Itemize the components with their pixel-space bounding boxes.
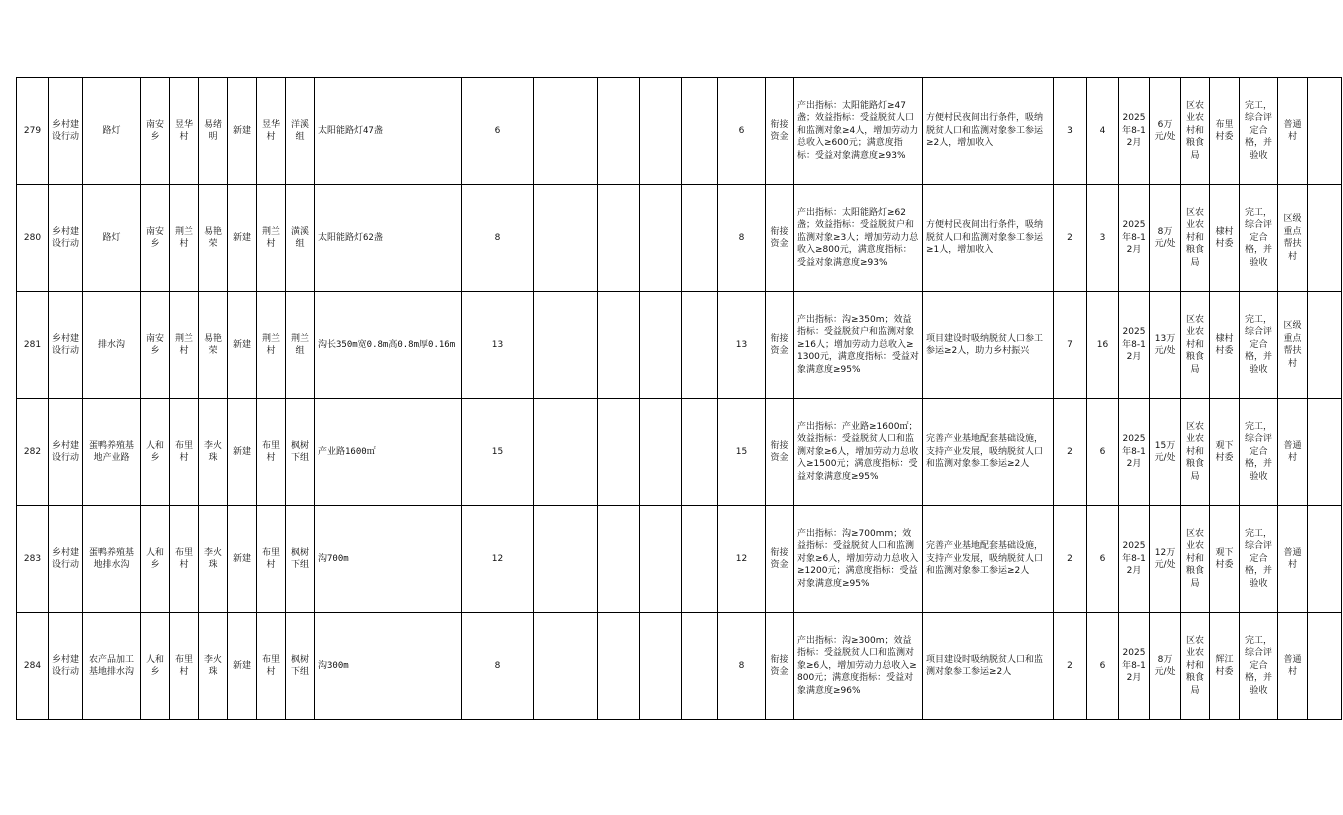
project-name: 排水沟 [83,292,141,399]
fund-type: 衔接资金 [766,78,794,185]
construction-type: 新建 [228,292,257,399]
site-village: 荆兰村 [257,292,286,399]
empty-cell [682,399,718,506]
site-village: 布里村 [257,399,286,506]
implementing-unit: 辉江村委 [1210,613,1240,720]
empty-cell [534,185,598,292]
project-table [16,77,1342,720]
row-number: 281 [17,292,49,399]
fund-amount: 8 [718,185,766,292]
performance-indicators: 产出指标：沟≥350m；效益指标：受益脱贫户和监测对象≥16人；增加劳动力总收入≥1300元，满意度指标：受益对象满意度≥95% [794,292,923,399]
village-cell: 荆兰村 [170,185,199,292]
empty-cell [598,292,640,399]
benefit-mechanism: 方便村民夜间出行条件，吸纳脱贫人口和监测对象参工参运≥1人，增加收入 [923,185,1054,292]
supervising-department: 区农业农村和粮食局 [1181,292,1210,399]
empty-cell [682,78,718,185]
fund-amount: 15 [718,399,766,506]
empty-cell [598,185,640,292]
empty-cell [598,506,640,613]
village-cell: 昱华村 [170,78,199,185]
row-number: 284 [17,613,49,720]
performance-indicators: 产出指标：产业路≥1600㎡；效益指标：受益脱贫人口和监测对象≥6人，增加劳动力总收入≥1500元；满意度指标：受益对象满意度≥95% [794,399,923,506]
performance-indicators: 产出指标：太阳能路灯≥62盏；效益指标：受益脱贫户和监测对象≥3人；增加劳动力总收入≥800元，满意度指标：受益对象满意度≥93% [794,185,923,292]
empty-cell [682,613,718,720]
fund-amount: 12 [718,506,766,613]
benefit-mechanism: 完善产业基地配套基础设施，支持产业发展，吸纳脱贫人口和监测对象参工参运≥2人 [923,399,1054,506]
beneficiary-people: 6 [1087,399,1119,506]
construction-type: 新建 [228,613,257,720]
implementing-unit: 棣村村委 [1210,292,1240,399]
empty-cell [1308,613,1342,720]
construction-content: 沟300m [315,613,462,720]
fund-type: 衔接资金 [766,613,794,720]
project-name: 路灯 [83,185,141,292]
supervising-department: 区农业农村和粮食局 [1181,78,1210,185]
beneficiary-households: 7 [1054,292,1087,399]
construction-period: 2025年8-12月 [1119,613,1150,720]
beneficiary-households: 2 [1054,399,1087,506]
total-investment: 8 [462,613,534,720]
construction-type: 新建 [228,78,257,185]
beneficiary-households: 2 [1054,185,1087,292]
construction-content: 产业路1600㎡ [315,399,462,506]
village-cell: 布里村 [170,613,199,720]
township-cell: 人和乡 [141,613,170,720]
empty-cell [534,78,598,185]
responsible-person: 李火珠 [199,613,228,720]
empty-cell [640,292,682,399]
supervising-department: 区农业农村和粮食局 [1181,185,1210,292]
project-name: 蛋鸭养殖基地产业路 [83,399,141,506]
row-number: 283 [17,506,49,613]
empty-cell [682,292,718,399]
benefit-mechanism: 方便村民夜间出行条件，吸纳脱贫人口和监测对象参工参运≥2人，增加收入 [923,78,1054,185]
subsidy-standard: 8万元/处 [1150,613,1181,720]
empty-cell [640,613,682,720]
construction-content: 沟700m [315,506,462,613]
construction-content: 沟长350m宽0.8m高0.8m厚0.16m [315,292,462,399]
row-number: 280 [17,185,49,292]
benefit-mechanism: 项目建设时吸纳脱贫人口参工参运≥2人，助力乡村振兴 [923,292,1054,399]
site-group: 荆兰组 [286,292,315,399]
supervising-department: 区农业农村和粮食局 [1181,399,1210,506]
project-name: 农产品加工基地排水沟 [83,613,141,720]
acceptance-status: 完工，综合评定合格，并验收 [1240,613,1278,720]
implementing-unit: 布里村委 [1210,78,1240,185]
empty-cell [1308,78,1342,185]
site-village: 布里村 [257,613,286,720]
fund-amount: 6 [718,78,766,185]
fund-type: 衔接资金 [766,292,794,399]
construction-type: 新建 [228,185,257,292]
subsidy-standard: 13万元/处 [1150,292,1181,399]
implementing-unit: 观下村委 [1210,506,1240,613]
beneficiary-people: 6 [1087,613,1119,720]
village-type: 普通村 [1278,506,1308,613]
beneficiary-households: 3 [1054,78,1087,185]
table-row [17,292,1342,399]
empty-cell [640,185,682,292]
construction-period: 2025年8-12月 [1119,292,1150,399]
site-village: 昱华村 [257,78,286,185]
responsible-person: 易艳荣 [199,185,228,292]
site-group: 洋溪组 [286,78,315,185]
empty-cell [640,506,682,613]
site-village: 布里村 [257,506,286,613]
row-number: 282 [17,399,49,506]
village-type: 普通村 [1278,613,1308,720]
empty-cell [1308,399,1342,506]
table-row [17,399,1342,506]
acceptance-status: 完工，综合评定合格，并验收 [1240,185,1278,292]
table-row [17,613,1342,720]
total-investment: 15 [462,399,534,506]
township-cell: 南安乡 [141,292,170,399]
empty-cell [534,613,598,720]
category-cell: 乡村建设行动 [49,292,83,399]
township-cell: 人和乡 [141,399,170,506]
acceptance-status: 完工，综合评定合格，并验收 [1240,399,1278,506]
village-cell: 布里村 [170,399,199,506]
supervising-department: 区农业农村和粮食局 [1181,506,1210,613]
table-row [17,78,1342,185]
township-cell: 南安乡 [141,78,170,185]
acceptance-status: 完工，综合评定合格，并验收 [1240,78,1278,185]
construction-type: 新建 [228,399,257,506]
construction-period: 2025年8-12月 [1119,506,1150,613]
implementing-unit: 棣村村委 [1210,185,1240,292]
category-cell: 乡村建设行动 [49,399,83,506]
beneficiary-households: 2 [1054,613,1087,720]
category-cell: 乡村建设行动 [49,78,83,185]
village-type: 普通村 [1278,78,1308,185]
empty-cell [534,506,598,613]
table-body [17,78,1342,720]
empty-cell [682,506,718,613]
project-name: 蛋鸭养殖基地排水沟 [83,506,141,613]
implementing-unit: 观下村委 [1210,399,1240,506]
responsible-person: 易艳荣 [199,292,228,399]
category-cell: 乡村建设行动 [49,185,83,292]
acceptance-status: 完工，综合评定合格，并验收 [1240,506,1278,613]
construction-content: 太阳能路灯47盏 [315,78,462,185]
performance-indicators: 产出指标：太阳能路灯≥47盏；效益指标：受益脱贫人口和监测对象≥4人，增加劳动力总收入≥600元；满意度指标：受益对象满意度≥93% [794,78,923,185]
construction-type: 新建 [228,506,257,613]
village-type: 普通村 [1278,399,1308,506]
acceptance-status: 完工，综合评定合格，并验收 [1240,292,1278,399]
fund-amount: 13 [718,292,766,399]
construction-period: 2025年8-12月 [1119,399,1150,506]
total-investment: 8 [462,185,534,292]
construction-period: 2025年8-12月 [1119,78,1150,185]
empty-cell [1308,185,1342,292]
fund-amount: 8 [718,613,766,720]
responsible-person: 易绪明 [199,78,228,185]
subsidy-standard: 6万元/处 [1150,78,1181,185]
subsidy-standard: 15万元/处 [1150,399,1181,506]
subsidy-standard: 8万元/处 [1150,185,1181,292]
performance-indicators: 产出指标：沟≥700mm；效益指标：受益脱贫人口和监测对象≥6人，增加劳动力总收入≥1200元；满意度指标：受益对象满意度≥95% [794,506,923,613]
table-row [17,185,1342,292]
empty-cell [534,292,598,399]
empty-cell [598,78,640,185]
village-cell: 荆兰村 [170,292,199,399]
empty-cell [598,613,640,720]
fund-type: 衔接资金 [766,399,794,506]
village-type: 区级重点帮扶村 [1278,185,1308,292]
site-village: 荆兰村 [257,185,286,292]
village-type: 区级重点帮扶村 [1278,292,1308,399]
beneficiary-people: 3 [1087,185,1119,292]
site-group: 枫树下组 [286,613,315,720]
row-number: 279 [17,78,49,185]
site-group: 枫树下组 [286,506,315,613]
project-name: 路灯 [83,78,141,185]
benefit-mechanism: 完善产业基地配套基础设施，支持产业发展，吸纳脱贫人口和监测对象参工参运≥2人 [923,506,1054,613]
empty-cell [1308,506,1342,613]
responsible-person: 李火珠 [199,399,228,506]
beneficiary-households: 2 [1054,506,1087,613]
total-investment: 12 [462,506,534,613]
empty-cell [640,78,682,185]
beneficiary-people: 16 [1087,292,1119,399]
construction-content: 太阳能路灯62盏 [315,185,462,292]
township-cell: 人和乡 [141,506,170,613]
beneficiary-people: 6 [1087,506,1119,613]
subsidy-standard: 12万元/处 [1150,506,1181,613]
beneficiary-people: 4 [1087,78,1119,185]
table-row [17,506,1342,613]
benefit-mechanism: 项目建设时吸纳脱贫人口和监测对象参工参运≥2人 [923,613,1054,720]
township-cell: 南安乡 [141,185,170,292]
empty-cell [1308,292,1342,399]
empty-cell [682,185,718,292]
performance-indicators: 产出指标：沟≥300m；效益指标：受益脱贫人口和监测对象≥6人，增加劳动力总收入≥800元；满意度指标：受益对象满意度≥96% [794,613,923,720]
fund-type: 衔接资金 [766,185,794,292]
empty-cell [640,399,682,506]
fund-type: 衔接资金 [766,506,794,613]
category-cell: 乡村建设行动 [49,506,83,613]
site-group: 潢溪组 [286,185,315,292]
empty-cell [534,399,598,506]
total-investment: 13 [462,292,534,399]
construction-period: 2025年8-12月 [1119,185,1150,292]
category-cell: 乡村建设行动 [49,613,83,720]
empty-cell [598,399,640,506]
village-cell: 布里村 [170,506,199,613]
site-group: 枫树下组 [286,399,315,506]
total-investment: 6 [462,78,534,185]
responsible-person: 李火珠 [199,506,228,613]
supervising-department: 区农业农村和粮食局 [1181,613,1210,720]
